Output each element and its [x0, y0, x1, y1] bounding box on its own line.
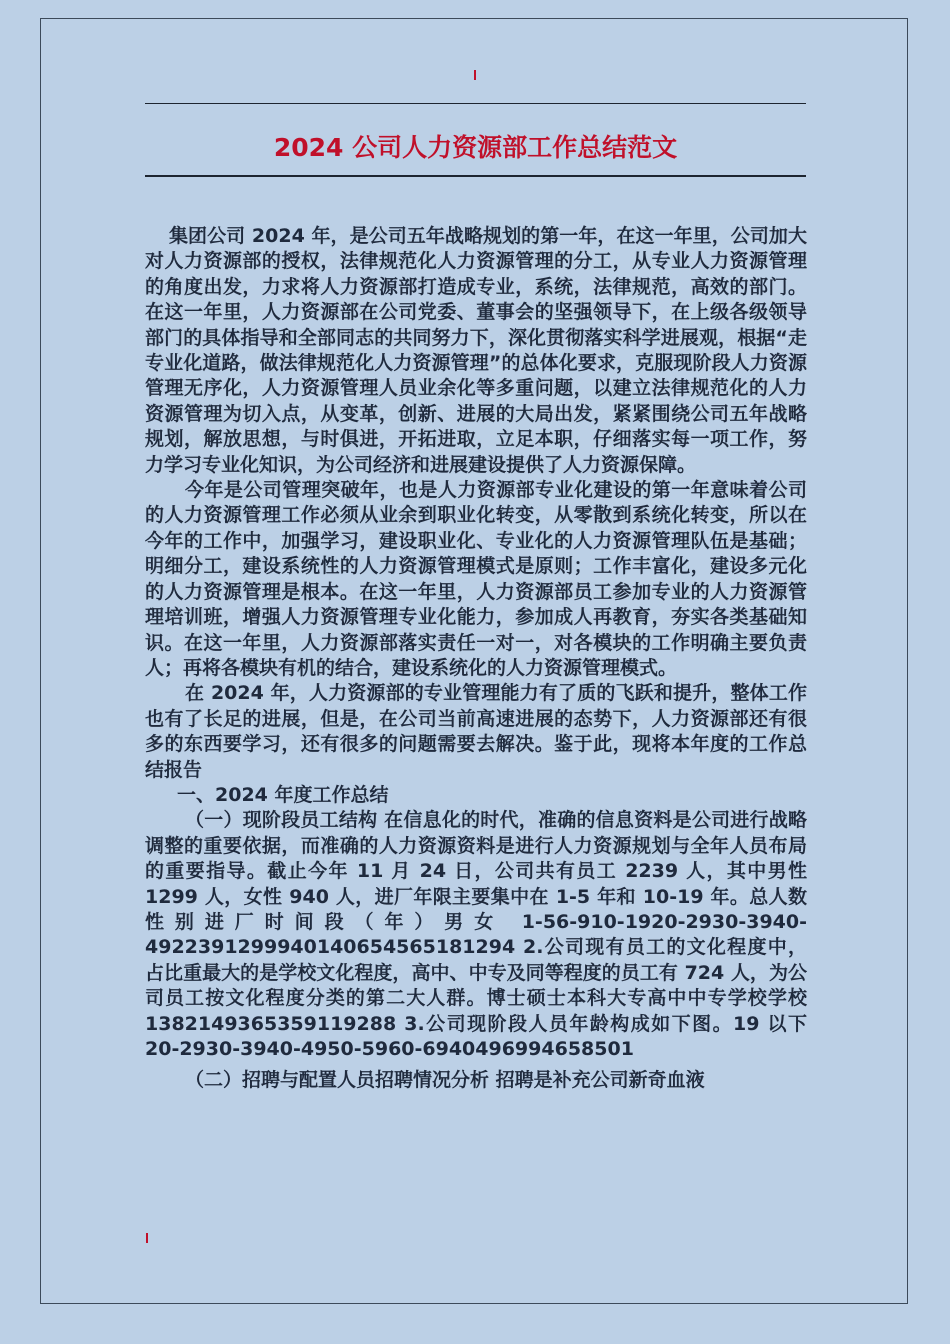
paragraph-staff-structure: （一）现阶段员工结构 在信息化的时代，准确的信息资料是公司进行战略调整的重要依据，而准确的人力资源资料是进行人力资源规划与全年人员布局的重要指导。截止今年 11 月 24 日，公司共有员工 2239 人，其中男性 1299 人，女性 940 人，进厂年限主要集中在 1-5 年和 10-19 年。总人数性别进厂时间段（年）男女 1-56-910-1920-2930-3940-4922391299940140654565181294 2.公司现有员工的文化程度中，占比重最大的是学校文化程度，高中、中专及同等程度的员工有 724 人，为公司员工按文化程度分类的第二大人群。博士硕士本科大专高中中专学校学校 1382149365359119288 3.公司现阶段人员年龄构成如下图。19 以下 20-2930-3940-4950-5960-6940496994658501 — [145, 809, 807, 1060]
header-mark — [474, 70, 476, 80]
document-body — [145, 224, 807, 1094]
header-rule — [145, 103, 806, 104]
paragraph-breakthrough: 今年是公司管理突破年，也是人力资源部专业化建设的第一年意味着公司的人力资源管理工作必须从业余到职业化转变，从零散到系统化转变，所以在今年的工作中，加强学习，建设职业化、专业化的人力资源管理队伍是基础；明细分工，建设系统性的人力资源管理模式是原则；工作丰富化，建设多元化的人力资源管理是根本。在这一年里，人力资源部员工参加专业的人力资源管理培训班，增强人力资源管理专业化能力，参加成人再教育，夯实各类基础知识。在这一年里，人力资源部落实责任一对一，对各模块的工作明确主要负责人；再将各模块有机的结合，建设系统化的人力资源管理模式。 — [145, 479, 807, 679]
footer-mark — [146, 1233, 148, 1243]
paragraph-recruitment: （二）招聘与配置人员招聘情况分析 招聘是补充公司新奇血液 — [185, 1069, 705, 1092]
section-heading-1: 一、2024 年度工作总结 — [177, 783, 389, 806]
paragraph-progress: 在 2024 年，人力资源部的专业管理能力有了质的飞跃和提升，整体工作也有了长足的进展，但是，在公司当前高速进展的态势下，人力资源部还有很多的东西要学习，还有很多的问题需要去解决。鉴于此，现将本年度的工作总结报告 — [145, 682, 807, 781]
title-rule — [145, 175, 806, 177]
document-title: 2024 公司人力资源部工作总结范文 — [273, 133, 678, 162]
paragraph-intro: 集团公司 2024 年，是公司五年战略规划的第一年，在这一年里，公司加大对人力资源部的授权，法律规范化人力资源管理的分工，从专业人力资源管理的角度出发，力求将人力资源部打造成专业，系统，法律规范，高效的部门。在这一年里，人力资源部在公司党委、董事会的坚强领导下，在上级各级领导部门的具体指导和全部同志的共同努力下，深化贯彻落实科学进展观，根据“走专业化道路，做法律规范化人力资源管理”的总体化要求，克服现阶段人力资源管理无序化，人力资源管理人员业余化等多重问题，以建立法律规范化的人力资源管理为切入点，从变革，创新、进展的大局出发，紧紧围绕公司五年战略规划，解放思想，与时俱进，开拓进取，立足本职，仔细落实每一项工作，努力学习专业化知识，为公司经济和进展建设提供了人力资源保障。 — [145, 225, 807, 476]
